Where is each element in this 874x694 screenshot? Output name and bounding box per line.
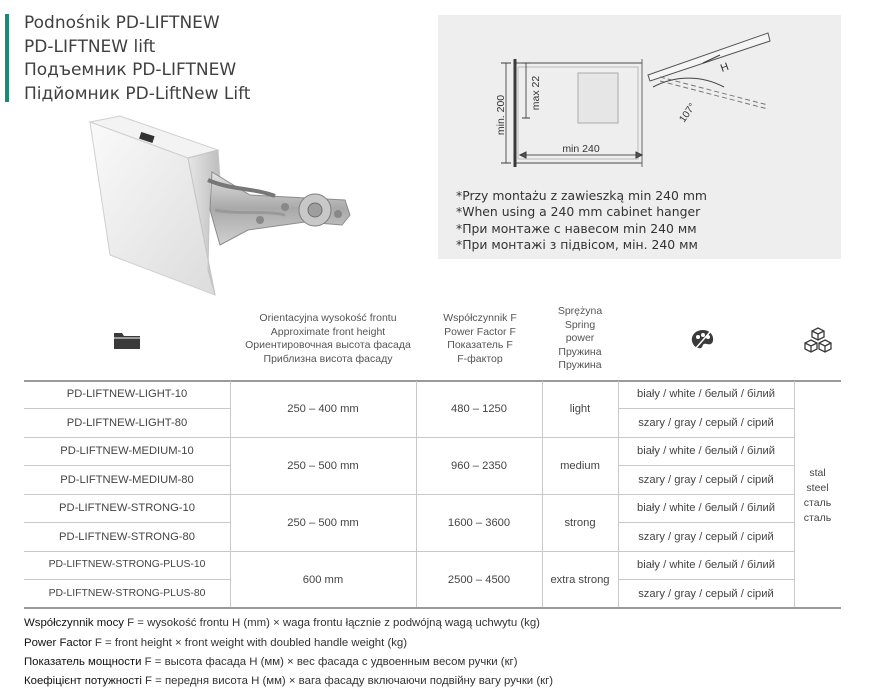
note-pl: *Przy montażu z zawieszką min 240 mm	[456, 188, 708, 203]
palette-icon	[690, 328, 716, 352]
product-code: PD-LIFTNEW-STRONG-10	[59, 502, 195, 514]
folder-icon	[112, 328, 142, 352]
row-divider	[24, 437, 794, 438]
formula-ua: Коефіцієнт потужності F = передня висота H (мм) × вага фасаду включаючи подвійну вагу ручки (кг)	[24, 675, 554, 687]
label-h: H	[718, 60, 731, 75]
row-divider	[24, 579, 230, 580]
title-en: PD-LIFTNEW lift	[24, 36, 156, 57]
row-divider	[618, 408, 794, 409]
col-divider	[618, 381, 619, 607]
row-divider	[24, 408, 230, 409]
formula-ru: Показатель мощности F = высота фасада H (мм) × вес фасада с удвоенным весом ручки (кг)	[24, 656, 518, 668]
row-divider	[24, 522, 230, 523]
spring-type: light	[569, 403, 591, 415]
power-factor: 1600 – 3600	[447, 517, 511, 529]
spring-type: extra strong	[550, 574, 610, 586]
product-code: PD-LIFTNEW-LIGHT-80	[66, 417, 188, 429]
row-divider	[24, 465, 230, 466]
title-pl: Podnośnik PD-LIFTNEW	[24, 13, 220, 33]
color-option: biały / white / белый / білий	[637, 445, 775, 457]
front-height: 600 mm	[302, 574, 344, 586]
product-code: PD-LIFTNEW-STRONG-PLUS-10	[48, 559, 206, 570]
note-en: *When using a 240 mm cabinet hanger	[456, 204, 701, 220]
header-spring: Sprężyna Spring power Пружина Пружина	[557, 305, 603, 371]
table-bottom-rule	[24, 607, 841, 609]
row-divider	[24, 494, 794, 495]
power-factor: 2500 – 4500	[447, 574, 511, 586]
note-ua: *При монтажі з підвісом, мін. 240 мм	[456, 236, 698, 252]
table-top-rule	[24, 380, 841, 382]
product-code: PD-LIFTNEW-STRONG-PLUS-80	[48, 588, 206, 599]
color-option: biały / white / белый / білий	[637, 502, 775, 514]
row-divider	[618, 579, 794, 580]
product-image	[80, 110, 380, 305]
title-ru: Подъемник PD-LIFTNEW	[24, 60, 237, 80]
front-height: 250 – 500 mm	[287, 460, 359, 472]
label-min240: min 240	[562, 143, 600, 155]
header-height: Orientacyjna wysokość frontu Approximate front height Ориентировочная высота фасада Приблизна висота фасаду	[245, 312, 411, 365]
color-option: szary / gray / серый / сірий	[638, 474, 774, 486]
power-factor: 480 – 1250	[451, 403, 507, 415]
color-option: biały / white / белый / білий	[637, 388, 775, 400]
row-divider	[618, 522, 794, 523]
label-angle: 107°	[677, 101, 699, 125]
front-height: 250 – 400 mm	[287, 403, 359, 415]
diagram-notes	[456, 188, 707, 253]
spring-type: medium	[560, 460, 600, 472]
title-ua: Підйомник PD-LiftNew Lift	[24, 83, 251, 104]
product-code: PD-LIFTNEW-MEDIUM-10	[60, 445, 194, 457]
header-factor: Współczynnik F Power Factor F Показатель F F-фактор	[443, 312, 517, 365]
product-code: PD-LIFTNEW-LIGHT-10	[66, 388, 188, 400]
color-option: szary / gray / серый / сірий	[638, 588, 774, 600]
row-divider	[24, 551, 794, 552]
product-titles	[24, 12, 250, 106]
note-ru: *При монтаже с навесом min 240 мм	[456, 220, 697, 236]
cubes-icon	[802, 326, 834, 356]
diagram-drawing	[438, 15, 841, 190]
product-code: PD-LIFTNEW-STRONG-80	[59, 531, 195, 543]
color-option: szary / gray / серый / сірий	[638, 417, 774, 429]
color-option: szary / gray / серый / сірий	[638, 531, 774, 543]
front-height: 250 – 500 mm	[287, 517, 359, 529]
color-option: biały / white / белый / білий	[637, 559, 775, 571]
spring-type: strong	[564, 517, 596, 529]
formula-pl: Współczynnik mocy F = wysokość frontu H (mm) × waga frontu łącznie z podwójną wagą uchwytu (kg)	[24, 617, 540, 629]
product-code: PD-LIFTNEW-MEDIUM-80	[60, 474, 194, 486]
technical-diagram	[438, 15, 841, 259]
row-divider	[618, 465, 794, 466]
label-max22: max 22	[530, 75, 542, 111]
power-factor: 960 – 2350	[451, 460, 507, 472]
formula-en: Power Factor F = front height × front weight with doubled handle weight (kg)	[24, 637, 408, 649]
label-min200: min. 200	[495, 94, 507, 136]
accent-bar	[5, 14, 9, 102]
material: stal steel сталь сталь	[803, 467, 832, 524]
